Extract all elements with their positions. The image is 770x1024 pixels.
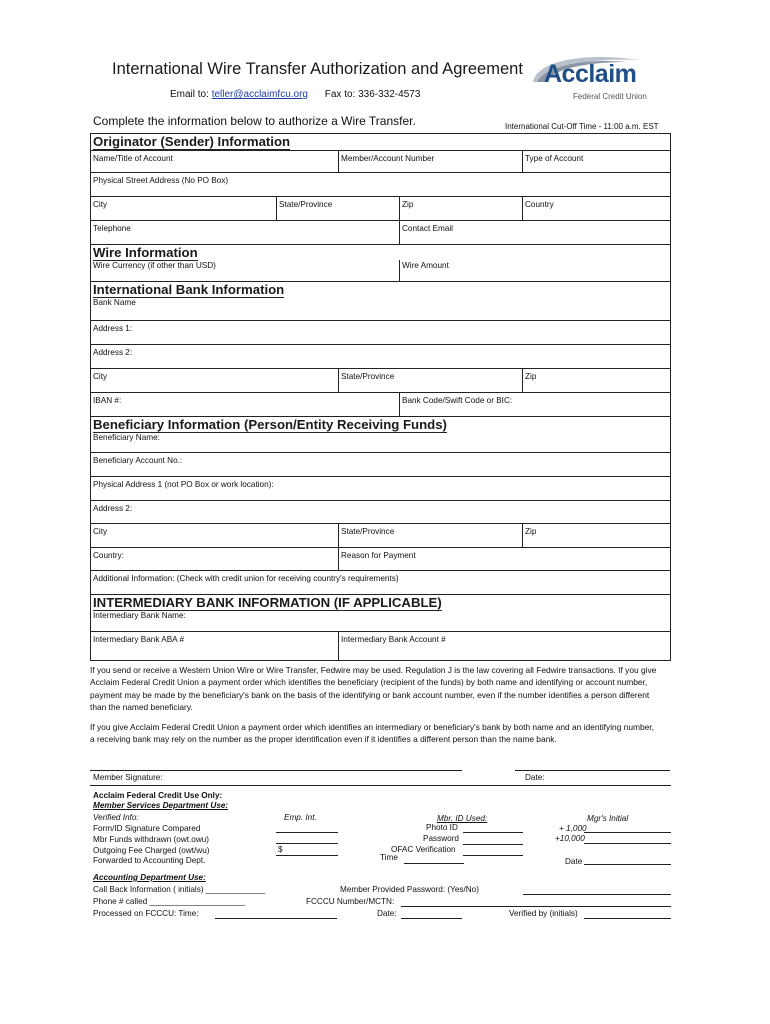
member-signature-line[interactable] <box>90 785 671 786</box>
mgr-initial-label: Mgr's Initial <box>587 814 629 823</box>
originator-row-1 <box>91 151 670 173</box>
telephone-field[interactable]: Telephone <box>93 224 131 233</box>
bank-city-field[interactable]: City <box>93 372 108 381</box>
beneficiary-row-6 <box>91 548 670 571</box>
password-label: Password <box>423 834 459 843</box>
form-id-line[interactable] <box>276 832 338 833</box>
signature-top-rule <box>90 770 462 771</box>
office-use-title: Acclaim Federal Credit Use Only: <box>93 791 223 800</box>
email-label: Email to: <box>170 89 209 100</box>
street-address-field[interactable]: Physical Street Address (No PO Box) <box>93 176 229 185</box>
city-field[interactable]: City <box>93 200 108 209</box>
beneficiary-row-7 <box>91 571 670 595</box>
beneficiary-city-field[interactable]: City <box>93 527 108 536</box>
mbr-funds-label: Mbr Funds withdrawn (owt.owu) <box>93 835 210 844</box>
intermediary-name-field[interactable]: Intermediary Bank Name: <box>93 611 186 620</box>
fedwire-paragraph: If you send or receive a Western Union Wire or Wire Transfer, Fedwire may be used. Regulation J is the law covering all Fedwire transactions. If you give Acclaim Federal Credit Union a payment order which identifies the beneficiary (recipient of the funds) by both name and identifying or account number, payment may be made by the beneficiary's bank on the basis of the identifying or bank account number, even if the number identifies a person different than the named beneficiary. <box>90 665 657 713</box>
bank-name-field[interactable]: Bank Name <box>93 298 136 307</box>
bank-row-2 <box>91 321 670 345</box>
mbr-funds-line[interactable] <box>276 843 338 844</box>
bank-address1-field[interactable]: Address 1: <box>93 324 133 333</box>
member-services-heading: Member Services Department Use: <box>93 801 229 810</box>
intermediary-row-2 <box>91 632 670 660</box>
fax-text: Fax to: 336-332-4573 <box>324 89 421 100</box>
verified-info-label: Verified Info: <box>93 813 139 822</box>
beneficiary-row-2 <box>91 453 670 477</box>
processed-label: Processed on FCCCU: Time: <box>93 909 199 918</box>
fee-line[interactable] <box>276 855 338 856</box>
mgr-1000-line[interactable] <box>584 832 671 833</box>
member-password-line[interactable] <box>523 894 671 895</box>
bank-row-1 <box>91 297 670 321</box>
beneficiary-row-3 <box>91 477 670 501</box>
bank-row-3 <box>91 345 670 369</box>
phone-called-label: Phone # called _____________________ <box>93 897 246 906</box>
beneficiary-state-field[interactable]: State/Province <box>338 524 522 547</box>
additional-info-field[interactable]: Additional Information: (Check with credit union for receiving country's requirements) <box>93 574 399 583</box>
originator-row-4 <box>91 221 670 245</box>
wire-amount-field[interactable]: Wire Amount <box>399 260 672 281</box>
email-link[interactable]: teller@acclaimfcu.org <box>211 89 308 100</box>
accounting-heading: Accounting Department Use: <box>93 873 206 882</box>
date-top-rule <box>515 770 670 771</box>
wire-row <box>91 260 670 282</box>
mbr-id-used-label: Mbr. ID Used: <box>437 814 488 823</box>
wire-heading: Wire Information <box>93 245 198 260</box>
intermediary-account-field[interactable]: Intermediary Bank Account # <box>338 632 672 660</box>
intermediary-row-1 <box>91 610 670 632</box>
account-name-field[interactable]: Name/Title of Account <box>93 154 173 163</box>
beneficiary-address1-field[interactable]: Physical Address 1 (not PO Box or work location): <box>93 480 274 489</box>
mgr-date-line[interactable] <box>584 864 671 865</box>
member-number-field[interactable]: Member/Account Number <box>338 151 522 172</box>
outgoing-fee-label: Outgoing Fee Charged (owt/wu) <box>93 846 210 855</box>
verified-by-label: Verified by (initials) <box>509 909 578 918</box>
time-line[interactable] <box>404 863 464 864</box>
intermediary-paragraph: If you give Acclaim Federal Credit Union a payment order which identifies an intermediary or beneficiary's bank by both name and an identifying number, a receiving bank may rely on the number as the proper identification even if it identifies a different person than the name bank. <box>90 722 654 745</box>
accounting-date-label: Date: <box>377 909 397 918</box>
contact-line <box>170 89 420 100</box>
beneficiary-address2-field[interactable]: Address 2: <box>93 504 133 513</box>
verified-by-line[interactable] <box>584 918 671 919</box>
bank-address2-field[interactable]: Address 2: <box>93 348 133 357</box>
emp-int-label: Emp. Int. <box>284 813 317 822</box>
originator-row-3 <box>91 197 670 221</box>
beneficiary-heading: Beneficiary Information (Person/Entity Receiving Funds) <box>93 417 447 432</box>
logo-subtitle: Federal Credit Union <box>573 92 647 101</box>
account-type-field[interactable]: Type of Account <box>522 151 672 172</box>
bank-row-4 <box>91 369 670 393</box>
state-field[interactable]: State/Province <box>276 197 399 220</box>
contact-email-field[interactable]: Contact Email <box>399 221 672 244</box>
instruction-text: Complete the information below to authorize a Wire Transfer. <box>93 114 416 128</box>
mgr-10000-line[interactable] <box>584 843 671 844</box>
signature-date-label: Date: <box>525 773 545 782</box>
fcccu-number-line[interactable] <box>401 906 671 907</box>
fcccu-number-label: FCCCU Number/MCTN: <box>306 897 395 906</box>
member-password-label: Member Provided Password: (Yes/No) <box>340 885 479 894</box>
photo-id-line[interactable] <box>463 832 523 833</box>
dollar-sign: $ <box>278 845 283 854</box>
ofac-label: OFAC Verification <box>391 845 456 854</box>
wire-form <box>90 133 671 661</box>
beneficiary-zip-field[interactable]: Zip <box>522 524 672 547</box>
member-signature-label: Member Signature: <box>93 773 163 782</box>
mgr-date-label: Date <box>565 857 583 866</box>
swift-field[interactable]: Bank Code/Swift Code or BIC: <box>399 393 672 416</box>
zip-field[interactable]: Zip <box>399 197 522 220</box>
logo-name: Acclaim <box>544 60 637 88</box>
processed-time-line[interactable] <box>215 918 337 919</box>
intermediary-aba-field[interactable]: Intermediary Bank ABA # <box>93 635 185 644</box>
intermediary-heading: INTERMEDIARY BANK INFORMATION (IF APPLICABLE) <box>93 595 442 610</box>
beneficiary-country-field[interactable]: Country: <box>93 551 124 560</box>
beneficiary-row-5 <box>91 524 670 548</box>
accounting-date-line[interactable] <box>401 918 462 919</box>
bank-row-5 <box>91 393 670 417</box>
form-title: International Wire Transfer Authorization and Agreement <box>112 60 523 78</box>
payment-reason-field[interactable]: Reason for Payment <box>338 548 672 570</box>
originator-heading: Originator (Sender) Information <box>91 134 670 151</box>
plus-1000-label: + 1,000 <box>559 824 587 833</box>
acclaim-logo <box>527 52 657 106</box>
iban-field[interactable]: IBAN #: <box>93 396 122 405</box>
password-line[interactable] <box>463 844 523 845</box>
wire-currency-field[interactable]: Wire Currency (if other than USD) <box>93 261 216 270</box>
bank-heading: International Bank Information <box>93 282 285 297</box>
ofac-line[interactable] <box>463 855 523 856</box>
photo-id-label: Photo ID <box>426 823 458 832</box>
beneficiary-row-4 <box>91 501 670 524</box>
country-field[interactable]: Country <box>522 197 672 220</box>
beneficiary-name-field[interactable]: Beneficiary Name: <box>93 433 160 442</box>
forwarded-label: Forwarded to Accounting Dept. <box>93 856 206 865</box>
form-id-label: Form/ID Signature Compared <box>93 824 201 833</box>
beneficiary-row-1 <box>91 432 670 453</box>
originator-row-2 <box>91 173 670 197</box>
beneficiary-account-field[interactable]: Beneficiary Account No.: <box>93 456 183 465</box>
plus-10000-label: +10,000 <box>555 834 585 843</box>
callback-label: Call Back Information ( initials) _____________ <box>93 885 266 894</box>
time-label: Time <box>380 853 398 862</box>
bank-state-field[interactable]: State/Province <box>338 369 522 392</box>
cutoff-time: International Cut-Off Time - 11:00 a.m. EST <box>505 122 659 131</box>
bank-zip-field[interactable]: Zip <box>522 369 672 392</box>
